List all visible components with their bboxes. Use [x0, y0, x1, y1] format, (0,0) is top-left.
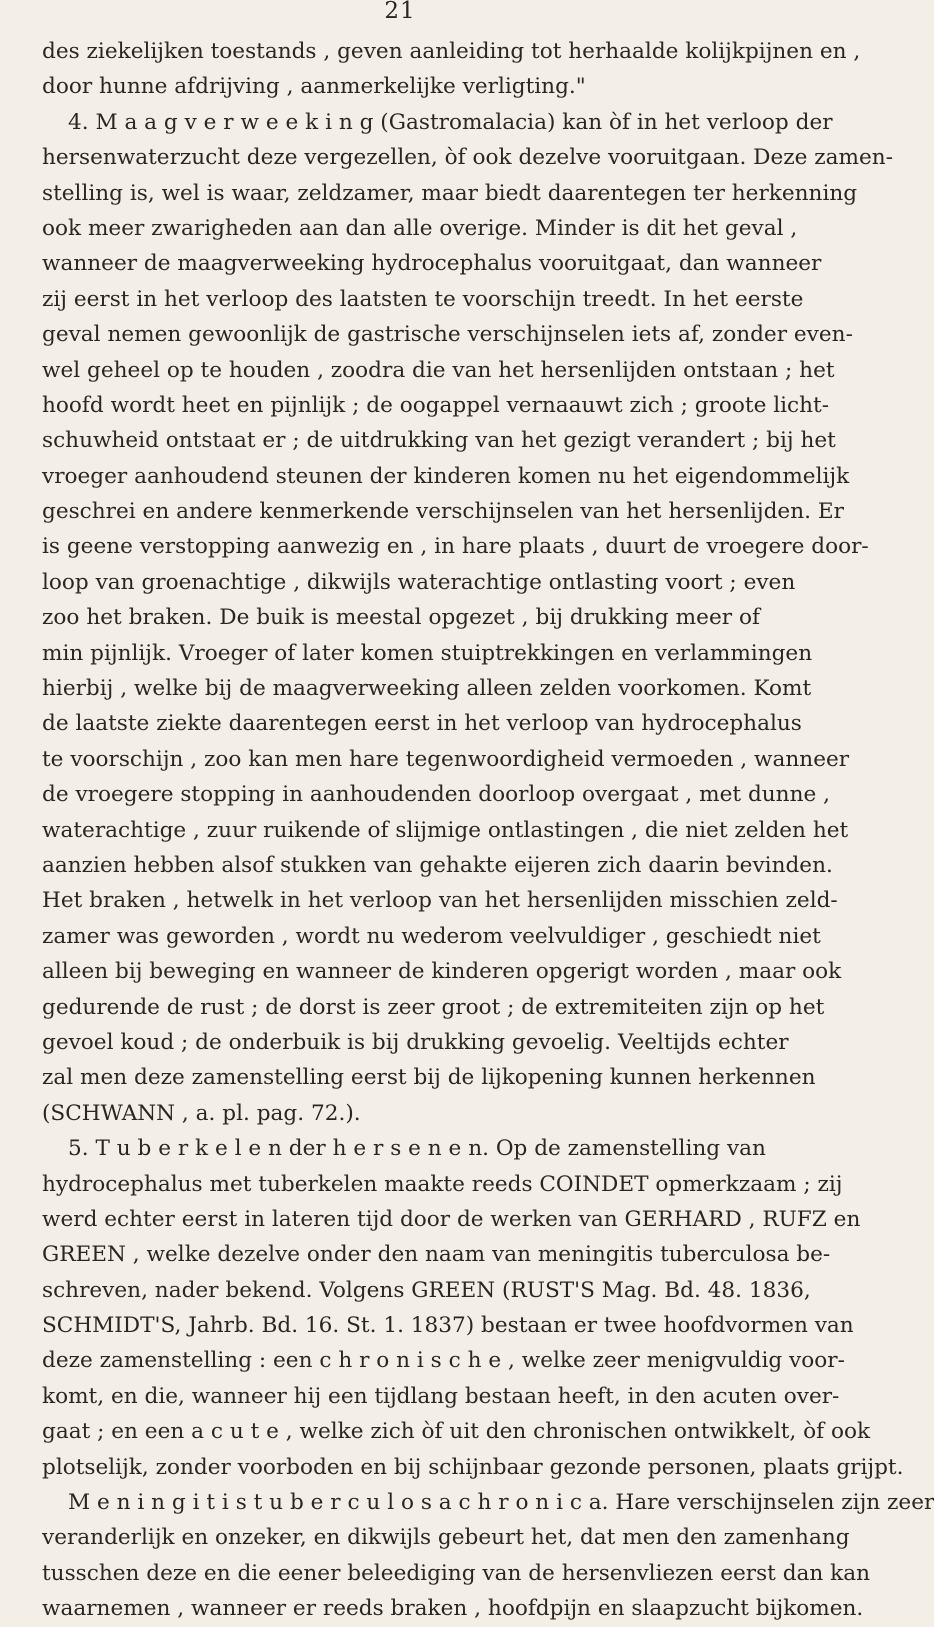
text-line: ook meer zwarigheden aan dan alle overige. Minder is dit het geval , — [42, 215, 798, 241]
text-line: (SCHWANN , a. pl. pag. 72.). — [42, 1100, 361, 1126]
text-line: de vroegere stopping in aanhoudenden doorloop overgaat , met dunne , — [42, 782, 831, 808]
page-number: 21 — [384, 0, 416, 24]
text-line: gevoel koud ; de onderbuik is bij drukking gevoelig. Veeltijds echter — [42, 1029, 789, 1055]
text-line: hersenwaterzucht deze vergezellen, òf ook dezelve vooruitgaan. Deze zamen- — [42, 145, 894, 171]
text-line: zal men deze zamenstelling eerst bij de lijkopening kunnen herkennen — [42, 1065, 816, 1091]
text-line: door hunne afdrijving , aanmerkelijke verligting." — [42, 74, 586, 100]
text-line: schuwheid ontstaat er ; de uitdrukking van het gezigt verandert ; bij het — [42, 428, 836, 454]
text-line: 5. T u b e r k e l e n der h e r s e n e n. Op de zamenstelling van — [68, 1136, 766, 1162]
text-line: aanzien hebben alsof stukken van gehakte eijeren zich daarin bevinden. — [42, 852, 833, 878]
text-line: GREEN , welke dezelve onder den naam van meningitis tuberculosa be- — [42, 1242, 831, 1268]
text-line: plotselijk, zonder voorboden en bij schijnbaar gezonde personen, plaats grijpt. — [42, 1454, 904, 1480]
text-line: gaat ; en een a c u t e , welke zich òf uit den chronischen ontwikkelt, òf ook — [42, 1419, 871, 1445]
text-line: min pijnlijk. Vroeger of later komen stuiptrekkingen en verlammingen — [42, 640, 813, 666]
text-line: waterachtige , zuur ruikende of slijmige ontlastingen , die niet zelden het — [42, 817, 849, 843]
text-line: alleen bij beweging en wanneer de kinderen opgerigt worden , maar ook — [42, 959, 842, 985]
text-line: Het braken , hetwelk in het verloop van het hersenlijden misschien zeld- — [42, 888, 838, 914]
text-line: te voorschijn , zoo kan men hare tegenwoordigheid vermoeden , wanneer — [42, 746, 850, 772]
text-line: deze zamenstelling : een c h r o n i s c h e , welke zeer menigvuldig voor- — [42, 1348, 845, 1374]
text-line: hydrocephalus met tuberkelen maakte reeds COINDET opmerkzaam ; zij — [42, 1171, 843, 1197]
text-line: is geene verstopping aanwezig en , in hare plaats , duurt de vroegere door- — [42, 534, 869, 560]
text-line: geval nemen gewoonlijk de gastrische verschijnselen iets af, zonder even- — [42, 322, 853, 348]
text-line: geschrei en andere kenmerkende verschijnselen van het hersenlijden. Er — [42, 499, 844, 525]
text-line: des ziekelijken toestands , geven aanleiding tot herhaalde kolijkpijnen en , — [42, 39, 861, 64]
text-line: gedurende de rust ; de dorst is zeer groot ; de extremiteiten zijn op het — [42, 994, 825, 1020]
text-line: komt, en die, wanneer hij een tijdlang bestaan heeft, in den acuten over- — [42, 1383, 840, 1409]
text-line: wanneer de maagverweeking hydrocephalus vooruitgaat, dan wanneer — [42, 251, 822, 277]
text-line: veranderlijk en onzeker, en dikwijls gebeurt het, dat men den zamenhang — [42, 1525, 850, 1551]
text-line: wel geheel op te houden , zoodra die van het hersenlijden ontstaan ; het — [42, 357, 835, 383]
text-line: hierbij , welke bij de maagverweeking alleen zelden voorkomen. Komt — [42, 676, 812, 702]
text-line: vroeger aanhoudend steunen der kinderen komen nu het eigendommelijk — [42, 463, 850, 489]
text-line: schreven, nader bekend. Volgens GREEN (RUST'S Mag. Bd. 48. 1836, — [42, 1277, 811, 1303]
text-line: SCHMIDT'S, Jahrb. Bd. 16. St. 1. 1837) bestaan er twee hoofdvormen van — [42, 1313, 854, 1339]
text-line: loop van groenachtige , dikwijls waterachtige ontlasting voort ; even — [42, 569, 796, 595]
text-line: zoo het braken. De buik is meestal opgezet , bij drukking meer of — [42, 605, 760, 631]
text-line: 4. M a a g v e r w e e k i n g (Gastromalacia) kan òf in het verloop der — [68, 109, 833, 135]
text-line: tusschen deze en die eener beleediging van de hersenvliezen eerst dan kan — [42, 1560, 871, 1586]
body-text — [42, 34, 934, 1627]
text-line: M e n i n g i t i s t u b e r c u l o s a c h r o n i c a. Hare verschijnselen zijn zeer — [68, 1490, 934, 1516]
text-line: de laatste ziekte daarentegen eerst in het verloop van hydrocephalus — [42, 711, 802, 737]
text-line: werd echter eerst in lateren tijd door de werken van GERHARD , RUFZ en — [42, 1206, 861, 1232]
text-line: zij eerst in het verloop des laatsten te voorschijn treedt. In het eerste — [42, 286, 804, 312]
text-line: zamer was geworden , wordt nu wederom veelvuldiger , geschiedt niet — [42, 923, 821, 949]
text-line: waarnemen , wanneer er reeds braken , hoofdpijn en slaapzucht bijkomen. — [42, 1596, 864, 1622]
text-line: stelling is, wel is waar, zeldzamer, maar biedt daarentegen ter herkenning — [42, 180, 858, 206]
text-line: hoofd wordt heet en pijnlijk ; de oogappel vernaauwt zich ; groote licht- — [42, 392, 830, 418]
